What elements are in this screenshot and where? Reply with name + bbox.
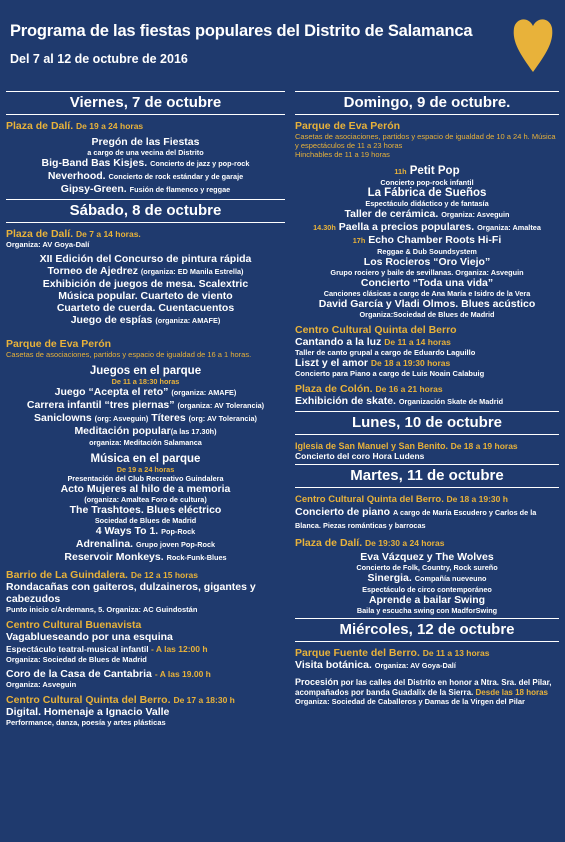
event-title: Gipsy-Green. Fusión de flamenco y reggae bbox=[60, 183, 231, 195]
event-title: Torneo de Ajedrez (organiza: ED Manila Estrella) bbox=[47, 265, 244, 277]
venue: Centro Cultural Buenavista bbox=[6, 619, 142, 631]
event-title: Acto Mujeres al hilo de a memoria bbox=[60, 483, 231, 495]
venue: Barrio de La Guindalera. De 12 a 15 horas bbox=[6, 569, 198, 581]
day-header-domingo: Domingo, 9 de octubre. bbox=[295, 91, 559, 115]
venue: Centro Cultural Quinta del Berro bbox=[295, 324, 457, 336]
day-header-miercoles: Miércoles, 12 de octubre bbox=[295, 618, 559, 642]
event-title: La Fábrica de Sueños bbox=[367, 187, 487, 199]
right-column bbox=[295, 88, 559, 706]
event-title: Música popular. Cuarteto de viento bbox=[58, 290, 233, 302]
event-title: Cantando a la luz De 11 a 14 horas bbox=[295, 336, 451, 348]
event-desc: Espectáculo de circo contemporáneo bbox=[362, 585, 492, 594]
venue-note: Hinchables de 11 a 19 horas bbox=[295, 150, 390, 159]
event-title: 17h Echo Chamber Roots Hi-Fi bbox=[352, 234, 502, 246]
event-desc: Grupo rociero y baile de sevillanas. Organiza: Asveguin bbox=[330, 268, 524, 277]
event-desc: Espectáculo teatral-musical infantil - A las 12:00 h bbox=[6, 644, 208, 654]
venue: Plaza de Colón. De 16 a 21 horas bbox=[295, 383, 443, 395]
event-title: Juego “Acepta el reto” (organiza: AMAFE) bbox=[54, 386, 237, 398]
organizer: Organiza: Sociedad de Blues de Madrid bbox=[6, 655, 147, 664]
day-header-martes: Martes, 11 de octubre bbox=[295, 464, 559, 488]
event-title: Concierto del coro Hora Ludens bbox=[295, 451, 425, 461]
event-title: Visita botánica. Organiza: AV Goya-Dalí bbox=[295, 659, 456, 671]
event-title: Exhibición de juegos de mesa. Scalextric bbox=[42, 278, 249, 290]
event-title: Taller de cerámica. Organiza: Asveguin bbox=[344, 208, 510, 220]
event-desc: Performance, danza, poesía y artes plásticas bbox=[6, 718, 166, 727]
event-desc: a cargo de una vecina del Distrito bbox=[87, 148, 204, 157]
organizer: Organiza: AV Goya-Dalí bbox=[6, 240, 90, 249]
event-title: Neverhood. Concierto de rock estándar y de garaje bbox=[47, 170, 244, 182]
page-title: Programa de las fiestas populares del Distrito de Salamanca bbox=[10, 22, 473, 40]
event-title: Vagablueseando por una esquina bbox=[6, 631, 173, 643]
venue: Centro Cultural Quinta del Berro. De 18 a 19:30 h bbox=[295, 494, 508, 505]
event-title: Los Rocieros “Oro Viejo” bbox=[363, 256, 491, 268]
page-dates: Del 7 al 12 de octubre de 2016 bbox=[10, 52, 188, 66]
event-title: The Trashtoes. Blues eléctrico bbox=[69, 504, 222, 516]
event-desc: Baila y escucha swing con MadforSwing bbox=[356, 606, 498, 615]
heart-icon bbox=[512, 14, 554, 74]
section-title: Juegos en el parque bbox=[89, 365, 202, 377]
day-header-sabado: Sábado, 8 de octubre bbox=[6, 199, 285, 223]
day-header-lunes: Lunes, 10 de octubre bbox=[295, 411, 559, 435]
event-desc: Concierto de Folk, Country, Rock sureño bbox=[356, 563, 498, 572]
organizer: Punto inicio c/Ardemans, 5. Organiza: AC Guindostán bbox=[6, 605, 198, 614]
event-title: Rondacañas con gaiteros, dulzaineros, gigantes y cabezudos bbox=[6, 581, 256, 605]
event-title: Adrenalina. Grupo joven Pop-Rock bbox=[75, 538, 216, 550]
event-title: Sinergia. Compañía nueveuno bbox=[367, 572, 487, 584]
event-desc: Concierto para Piano a cargo de Luis Noain Calabuig bbox=[295, 369, 485, 378]
section-desc: Presentación del Club Recreativo Guindalera bbox=[67, 474, 224, 483]
venue: Parque Fuente del Berro. De 11 a 13 horas bbox=[295, 647, 490, 659]
venue: Parque de Eva Perón bbox=[295, 120, 401, 132]
event-desc: Espectáculo didáctico y de fantasía bbox=[365, 199, 489, 208]
event-title: Meditación popular(a las 17.30h) bbox=[74, 425, 217, 437]
event-title: Liszt y el amor De 18 a 19:30 horas bbox=[295, 357, 451, 369]
event-title: Concierto “Toda una vida” bbox=[360, 277, 494, 289]
venue: Centro Cultural Quinta del Berro. De 17 a 18:30 h bbox=[6, 694, 235, 706]
event-title: Reservoir Monkeys. Rock-Funk-Blues bbox=[64, 551, 227, 563]
organizer: Organiza:Sociedad de Blues de Madrid bbox=[359, 310, 495, 319]
event-title: Concierto de piano A cargo de María Escudero y Carlos de la Blanca. Piezas románticas y barrocas bbox=[295, 506, 537, 530]
section-time: De 19 a 24 horas bbox=[116, 465, 175, 474]
section-time: De 11 a 18:30 horas bbox=[111, 377, 180, 386]
venue: Plaza de Dalí. De 19:30 a 24 horas bbox=[295, 537, 445, 549]
header bbox=[0, 0, 565, 80]
venue: Plaza de Dalí. De 19 a 24 horas bbox=[6, 120, 144, 132]
event-title: 4 Ways To 1. Pop-Rock bbox=[95, 525, 196, 537]
organizer: Organiza: Sociedad de Caballeros y Damas de la Virgen del Pilar bbox=[295, 697, 525, 706]
venue: Parque de Eva Perón bbox=[6, 338, 112, 350]
event-desc: (organiza: Amaltea Foro de cultura) bbox=[84, 495, 207, 504]
organizer: organiza: Meditación Salamanca bbox=[89, 438, 202, 447]
event-title: Digital. Homenaje a Ignacio Valle bbox=[6, 706, 170, 718]
event-title: Carrera infantil “tres piernas” (organiza: AV Tolerancia) bbox=[26, 399, 265, 411]
event-title: David García y Vladi Olmos. Blues acústico bbox=[318, 298, 536, 310]
venue: Iglesia de San Manuel y San Benito. De 18 a 19 horas bbox=[295, 441, 518, 451]
event-desc: Taller de canto grupal a cargo de Eduardo Laguillo bbox=[295, 348, 476, 357]
event-desc: Sociedad de Blues de Madrid bbox=[94, 516, 197, 525]
event-title: Coro de la Casa de Cantabria - A las 19.00 h bbox=[6, 668, 211, 680]
organizer: Organiza: Asveguin bbox=[6, 680, 77, 689]
left-column bbox=[6, 88, 285, 727]
event-title: Big-Band Bas Kisjes. Concierto de jazz y pop-rock bbox=[41, 157, 250, 169]
event-title: Aprende a bailar Swing bbox=[368, 594, 486, 606]
venue: Plaza de Dalí. De 7 a 14 horas. bbox=[6, 228, 141, 240]
section-title: Música en el parque bbox=[90, 453, 201, 465]
event-title: XII Edición del Concurso de pintura rápida bbox=[39, 253, 252, 265]
event-desc: Canciones clásicas a cargo de Ana María e Isidro de la Vera bbox=[323, 289, 531, 298]
event-title: Exhibición de skate. Organización Skate de Madrid bbox=[295, 395, 504, 407]
event-title: 14.30h Paella a precios populares. Organiza: Amaltea bbox=[313, 221, 541, 233]
event-desc: Reggae & Dub Soundsystem bbox=[377, 247, 477, 256]
venue-note: Casetas de asociaciones, partidos y espacio de igualdad de 16 a 1 horas. bbox=[6, 350, 252, 359]
event-title: Juego de espías (organiza: AMAFE) bbox=[70, 314, 221, 326]
event-title: Pregón de las Fiestas bbox=[91, 136, 200, 148]
event-title: 11h Petit Pop bbox=[394, 165, 460, 177]
venue-note: Casetas de asociaciones, partidos y espacio de igualdad de 10 a 24 h. Música y espectáculos de 11 a 23 horas bbox=[295, 132, 556, 150]
day-header-viernes: Viernes, 7 de octubre bbox=[6, 91, 285, 115]
event-title: Eva Vázquez y The Wolves bbox=[360, 551, 494, 563]
event-title: Cuarteto de cuerda. Cuentacuentos bbox=[56, 302, 235, 314]
event-desc: Procesión por las calles del Distrito en honor a Ntra. Sra. del Pilar, acompañados por banda Guadalix de la Sierra. Desde las 18 horas bbox=[295, 677, 552, 697]
event-desc: Concierto pop-rock infantil bbox=[380, 178, 474, 187]
event-title: Saniclowns (org: Asveguin) Títeres (org: AV Tolerancia) bbox=[33, 412, 257, 424]
